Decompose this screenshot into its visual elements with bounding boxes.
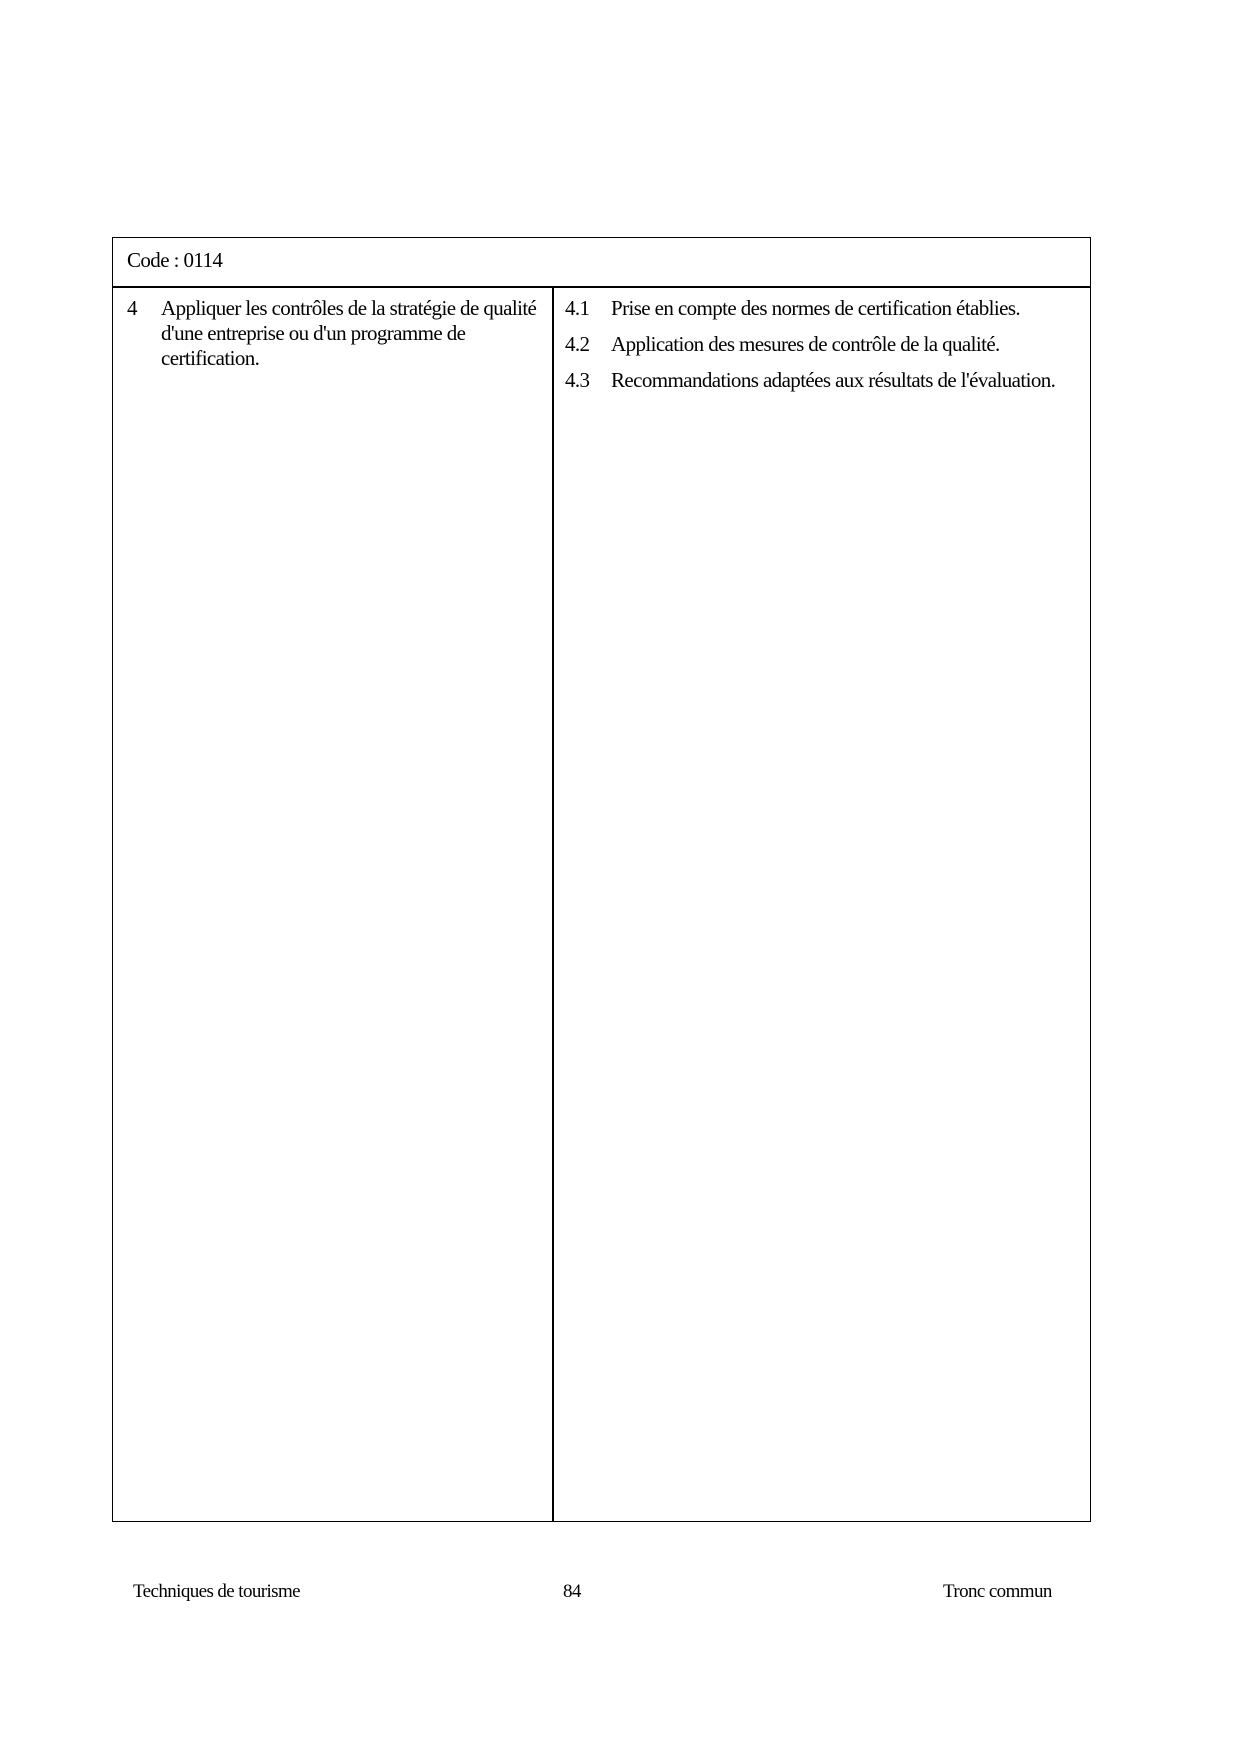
column-divider <box>552 288 554 1521</box>
criterion-text: Recommandations adaptées aux résultats de l'évaluation. <box>611 368 1056 392</box>
footer-section-name: Tronc commun <box>943 1581 1052 1602</box>
objective-text: Appliquer les contrôles de la stratégie de qualité d'une entreprise ou d'un programme de certification. <box>161 296 537 370</box>
criteria-column <box>565 296 1085 393</box>
criterion-number: 4.2 <box>565 332 590 356</box>
objective-item <box>127 296 547 371</box>
footer-program-name: Techniques de tourisme <box>133 1581 300 1602</box>
code-row <box>113 238 1090 288</box>
footer-page-number: 84 <box>563 1581 581 1602</box>
criterion-item <box>565 368 1085 393</box>
criterion-text: Application des mesures de contrôle de la qualité. <box>611 332 1000 356</box>
criterion-number: 4.3 <box>565 368 590 392</box>
criterion-item <box>565 296 1085 321</box>
criterion-item <box>565 332 1085 357</box>
objective-number: 4 <box>127 296 137 320</box>
criterion-number: 4.1 <box>565 296 590 320</box>
criterion-text: Prise en compte des normes de certification établies. <box>611 296 1021 320</box>
code-label: Code : 0114 <box>127 248 223 272</box>
competency-table <box>112 237 1091 1522</box>
objective-column <box>127 296 547 371</box>
